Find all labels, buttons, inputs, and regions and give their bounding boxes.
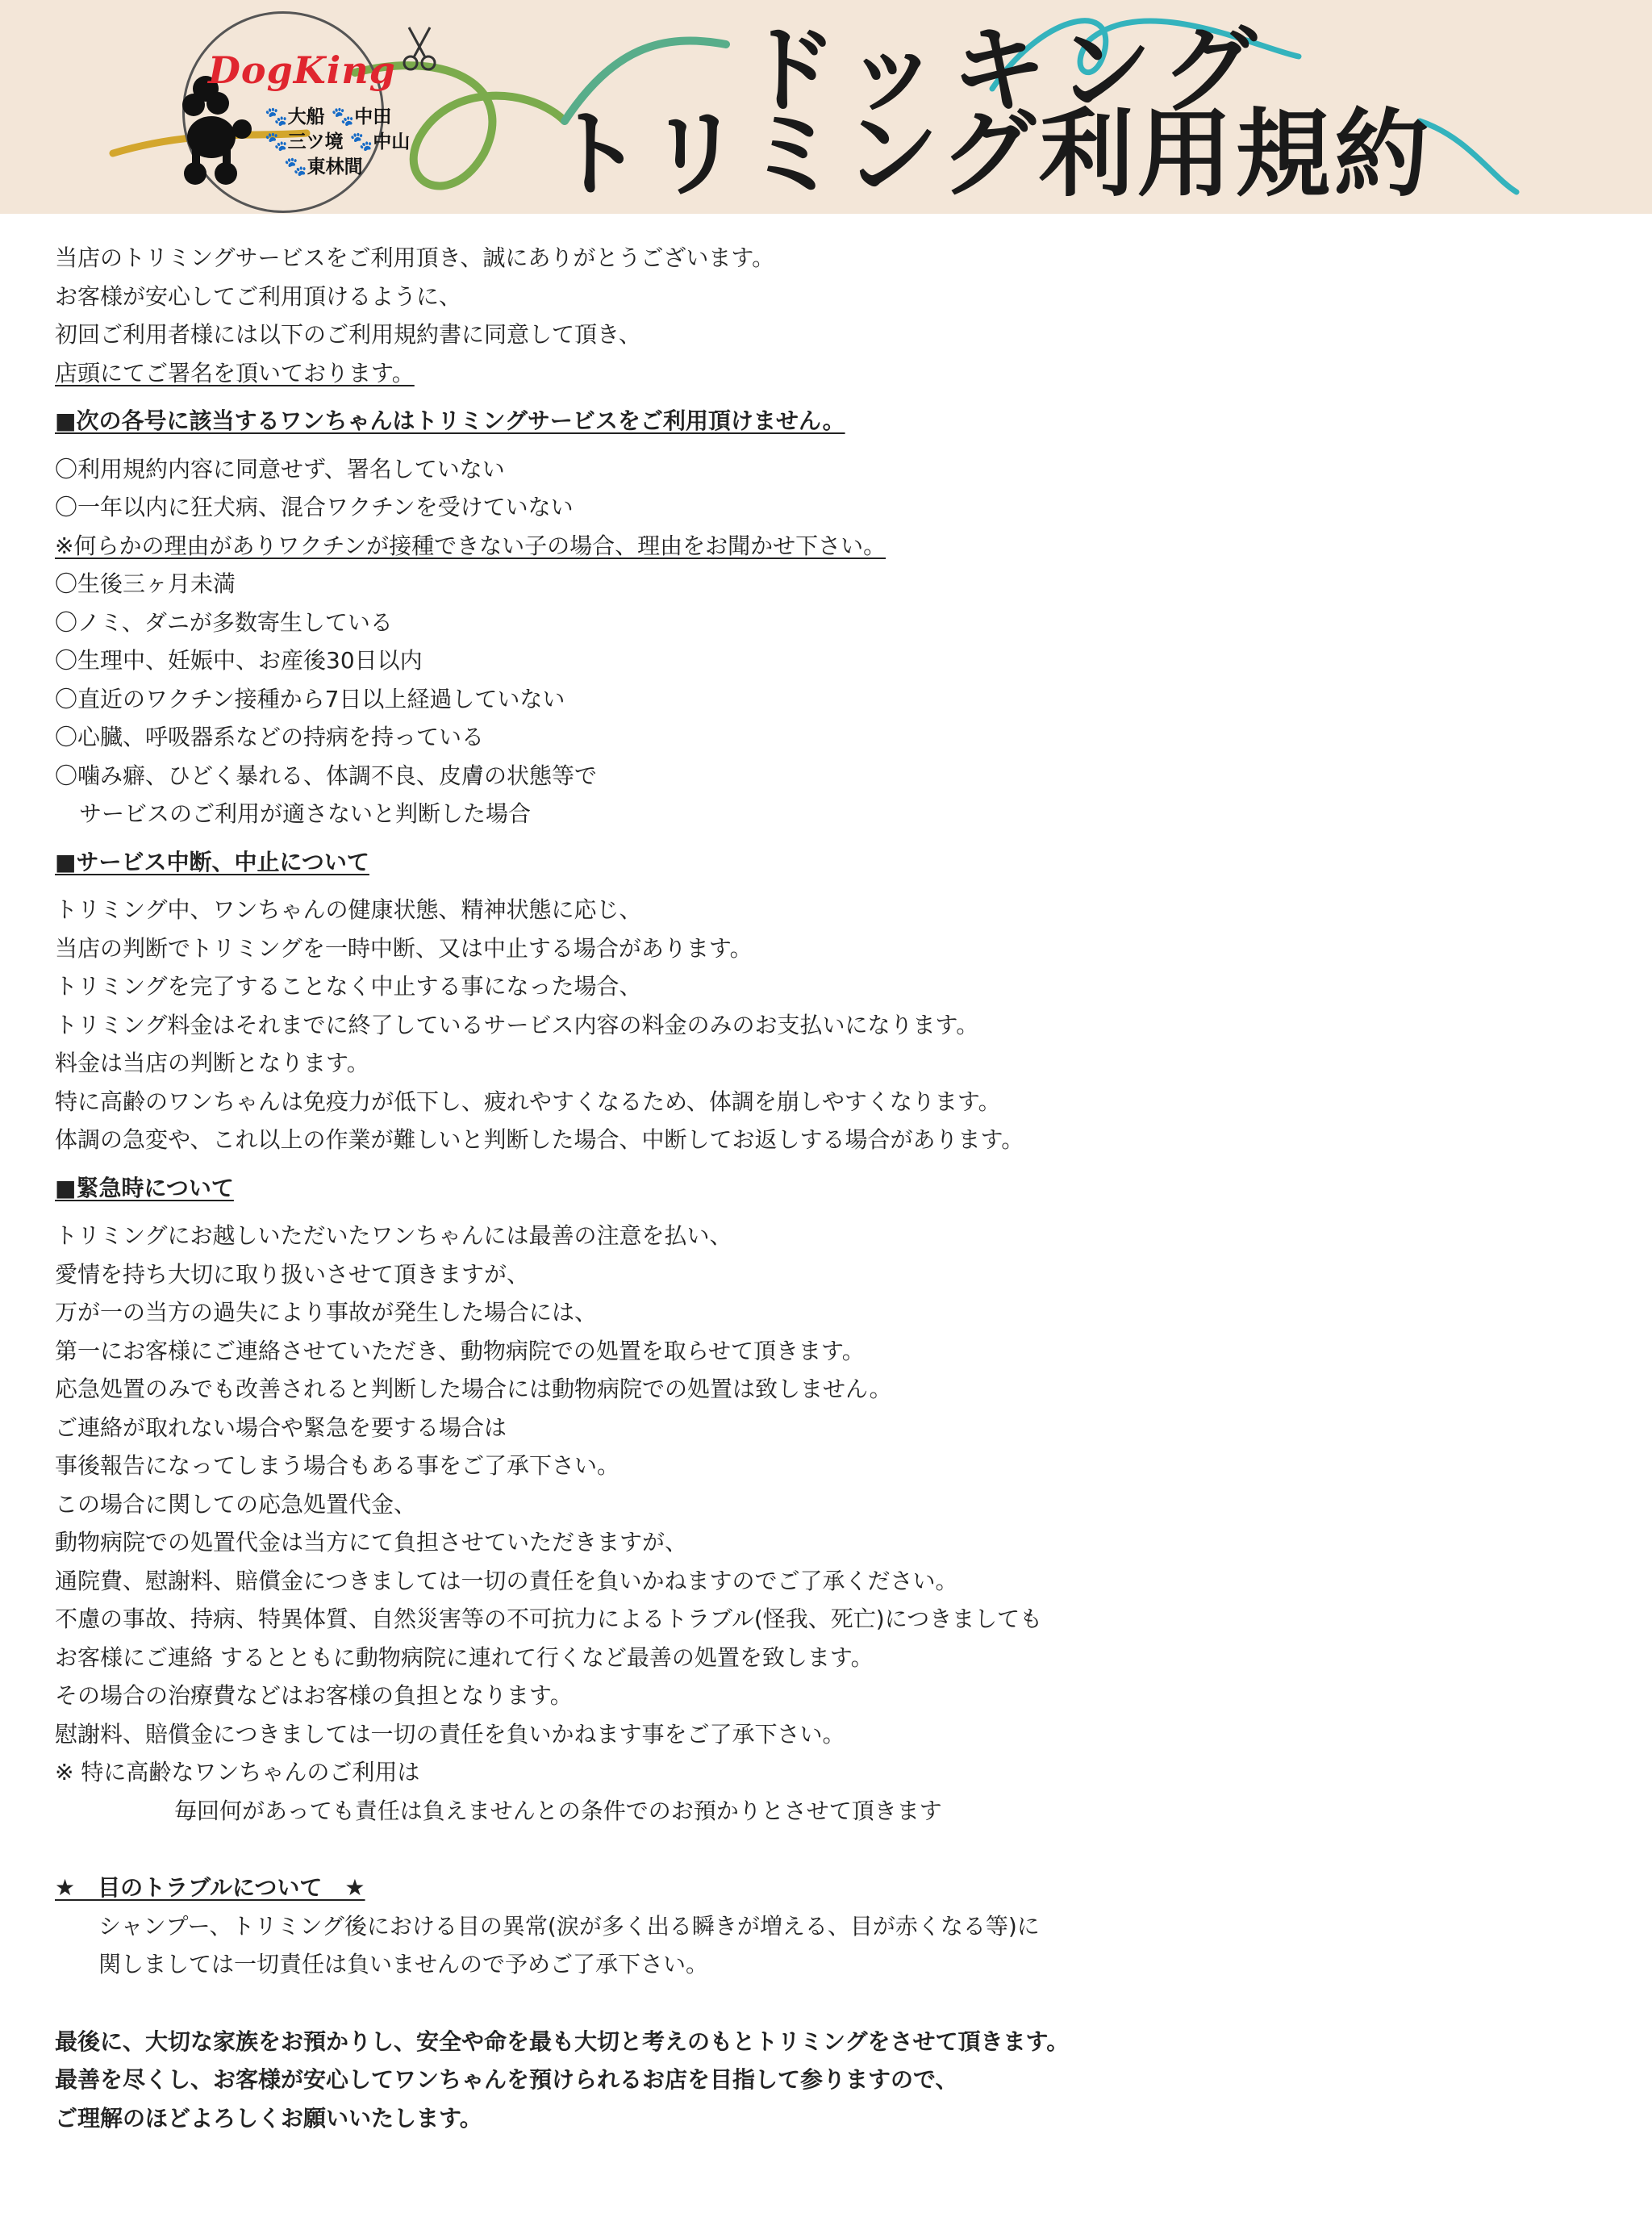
emergency-block bbox=[55, 1217, 1587, 1830]
closing-block bbox=[55, 2023, 1587, 2138]
shop-row: 🐾東林間 bbox=[284, 157, 363, 177]
shop-row: 🐾三ツ境 🐾中山 bbox=[265, 132, 411, 152]
section-heading-interruption: ■サービス中断、中止について bbox=[55, 848, 369, 875]
list-item-continuation: サービスのご利用が適さないと判断した場合 bbox=[79, 800, 532, 827]
paragraph-line: 万が一の当方の過失により事故が発生した場合には、 bbox=[55, 1299, 598, 1326]
section-heading-ineligible: ■次の各号に該当するワンちゃんはトリミングサービスをご利用頂けません。 bbox=[55, 407, 845, 434]
interruption-block bbox=[55, 891, 1587, 1159]
list-item: 〇利用規約内容に同意せず、署名していない bbox=[55, 455, 505, 482]
senior-dog-condition: 毎回何があっても責任は負えませんとの条件でのお預かりとさせて頂きます bbox=[174, 1797, 942, 1824]
intro-line: 当店のトリミングサービスをご利用頂き、誠にありがとうございます。 bbox=[55, 244, 775, 271]
paragraph-line: 体調の急変や、これ以上の作業が難しいと判断した場合、中断してお返しする場合があります。 bbox=[55, 1126, 1024, 1153]
senior-dog-note: ※ 特に高齢なワンちゃんのご利用は bbox=[55, 1759, 420, 1785]
paragraph-line: トリミング料金はそれまでに終了しているサービス内容の料金のみのお支払いになります。 bbox=[55, 1011, 979, 1038]
paragraph-line: 応急処置のみでも改善されると判断した場合には動物病院での処置は致しません。 bbox=[55, 1376, 892, 1402]
list-item: 〇一年以内に狂犬病、混合ワクチンを受けていない bbox=[55, 494, 574, 520]
intro-block bbox=[55, 239, 1587, 392]
paragraph-line: 動物病院での処置代金は当方にて負担させていただきますが、 bbox=[55, 1529, 688, 1556]
list-item: 〇心臓、呼吸器系などの持病を持っている bbox=[55, 724, 485, 750]
paragraph-line: ご連絡が取れない場合や緊急を要する場合は bbox=[55, 1414, 507, 1441]
title-brand-katakana: ドッキング bbox=[742, 15, 1268, 126]
paragraph-line: トリミングを完了することなく中止する事になった場合、 bbox=[55, 973, 642, 1000]
closing-line: ご理解のほどよろしくお願いいたします。 bbox=[55, 2104, 482, 2132]
paragraph-line: この場合に関しての応急処置代金、 bbox=[55, 1490, 417, 1518]
paragraph-line: 当店の判断でトリミングを一時中断、又は中止する場合があります。 bbox=[55, 934, 753, 962]
shop-row: 🐾大船 🐾中田 bbox=[265, 106, 392, 127]
paragraph-line: 不慮の事故、持病、特異体質、自然災害等の不可抗力によるトラブル(怪我、死亡)につきましても bbox=[55, 1606, 1043, 1632]
paragraph-line: 慰謝料、賠償金につきましては一切の責任を負いかねます事をご了承下さい。 bbox=[55, 1720, 845, 1748]
intro-line-signature: 店頭にてご署名を頂いております。 bbox=[55, 359, 415, 386]
paragraph-line: 事後報告になってしまう場合もある事をご了承下さい。 bbox=[55, 1452, 620, 1479]
list-item: 〇直近のワクチン接種から7日以上経過していない bbox=[55, 685, 565, 712]
list-item: 〇噛み癖、ひどく暴れる、体調不良、皮膚の状態等で bbox=[55, 762, 598, 789]
paragraph-line: トリミング中、ワンちゃんの健康状態、精神状態に応じ、 bbox=[55, 896, 642, 923]
paragraph-line: 第一にお客様にご連絡させていただき、動物病院での処置を取らせて頂きます。 bbox=[55, 1337, 865, 1364]
intro-line: 初回ご利用者様には以下のご利用規約書に同意して頂き、 bbox=[55, 321, 641, 348]
paragraph-line: 関しましては一切責任は負いませんので予めご了承下さい。 bbox=[98, 1951, 709, 1977]
section-heading-emergency: ■緊急時について bbox=[55, 1174, 234, 1201]
brand-logo-text: DogKing bbox=[208, 48, 396, 92]
closing-line: 最善を尽くし、お客様が安心してワンちゃんを預けられるお店を目指して参りますので、 bbox=[55, 2066, 958, 2093]
paragraph-line: その場合の治療費などはお客様の負担となります。 bbox=[55, 1682, 573, 1709]
ineligible-list bbox=[55, 450, 1587, 833]
page-title: トリミング利用規約 bbox=[549, 98, 1433, 210]
paragraph-line: 愛情を持ち大切に取り扱いさせて頂きますが、 bbox=[55, 1260, 530, 1288]
list-item: 〇ノミ、ダニが多数寄生している bbox=[55, 608, 393, 636]
section-heading-eye-trouble: ★ 目のトラブルについて ★ bbox=[55, 1874, 365, 1901]
paragraph-line: お客様にご連絡 するとともに動物病院に連れて行くなど最善の処置を致します。 bbox=[55, 1643, 874, 1671]
paragraph-line: シャンプー、トリミング後における目の異常(涙が多く出る瞬きが増える、目が赤くなる等)に bbox=[98, 1912, 1040, 1940]
shop-list bbox=[265, 105, 411, 180]
closing-line: 最後に、大切な家族をお預かりし、安全や命を最も大切と考えのもとトリミングをさせて頂きます。 bbox=[55, 2027, 1070, 2055]
paragraph-line: 通院費、慰謝料、賠償金につきましては一切の責任を負いかねますのでご了承ください。 bbox=[55, 1567, 958, 1594]
eye-trouble-block bbox=[55, 1907, 1587, 1984]
terms-content bbox=[55, 239, 1587, 2137]
vaccine-note: ※何らかの理由がありワクチンが接種できない子の場合、理由をお聞かせ下さい。 bbox=[55, 532, 886, 559]
paragraph-line: トリミングにお越しいただいたワンちゃんには最善の注意を払い、 bbox=[55, 1222, 732, 1249]
list-item: 〇生後三ヶ月未満 bbox=[55, 570, 236, 597]
scissors-icon bbox=[399, 24, 440, 73]
list-item: 〇生理中、妊娠中、お産後30日以内 bbox=[55, 647, 423, 674]
intro-line: お客様が安心してご利用頂けるように、 bbox=[55, 282, 462, 310]
header-banner bbox=[0, 0, 1652, 214]
paragraph-line: 特に高齢のワンちゃんは免疫力が低下し、疲れやすくなるため、体調を崩しやすくなります。 bbox=[55, 1088, 1001, 1115]
paragraph-line: 料金は当店の判断となります。 bbox=[55, 1050, 369, 1076]
